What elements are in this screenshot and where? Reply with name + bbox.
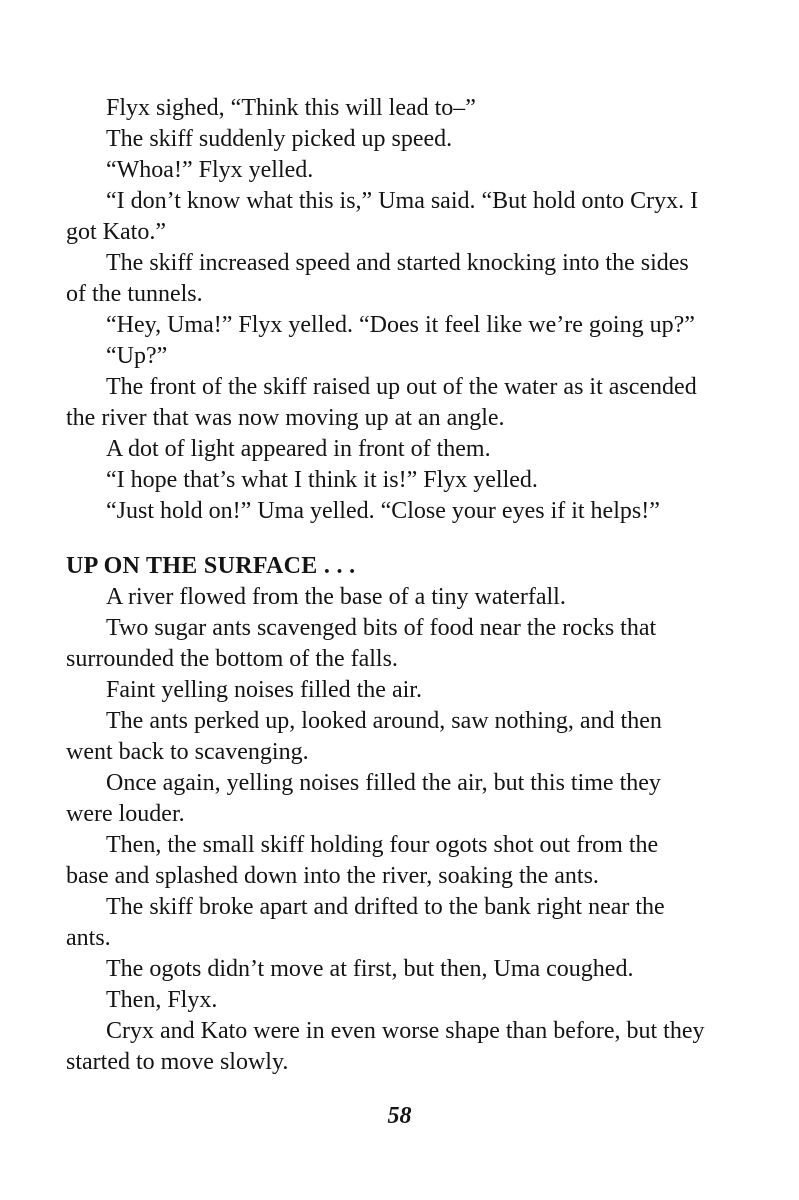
paragraph: The ants perked up, looked around, saw nothing, and then went back to scavenging. [66,708,662,765]
paragraph: The ogots didn’t move at first, but then, Uma coughed. [106,956,634,982]
paragraph: Once again, yelling noises filled the air, but this time they were louder. [66,770,661,827]
paragraph: “Just hold on!” Uma yelled. “Close your eyes if it helps!” [106,498,660,524]
paragraph: The skiff increased speed and started knocking into the sides of the tunnels. [66,250,689,307]
paragraph: The skiff suddenly picked up speed. [106,126,453,152]
paragraph: Faint yelling noises filled the air. [106,677,422,703]
page-number: 58 [387,1103,412,1129]
paragraph: “I hope that’s what I think it is!” Flyx yelled. [106,467,538,493]
paragraph: Then, Flyx. [106,987,218,1013]
paragraph: A dot of light appeared in front of them. [106,436,491,462]
paragraph: The skiff broke apart and drifted to the bank right near the ants. [66,894,665,951]
paragraph: Two sugar ants scavenged bits of food near the rocks that surrounded the bottom of the falls. [66,615,657,672]
paragraph: “I don’t know what this is,” Uma said. “But hold onto Cryx. I got Kato.” [66,188,699,245]
paragraph: “Hey, Uma!” Flyx yelled. “Does it feel like we’re going up?” [106,312,695,338]
body-text [66,93,706,1078]
section-heading: UP ON THE SURFACE . . . [66,553,356,579]
paragraph: A river flowed from the base of a tiny waterfall. [106,584,566,610]
paragraph: “Up?” [106,343,168,369]
paragraph: “Whoa!” Flyx yelled. [106,157,314,183]
paragraph: Flyx sighed, “Think this will lead to–” [106,95,476,121]
paragraph: Then, the small skiff holding four ogots shot out from the base and splashed down into the river, soaking the ants. [66,832,659,889]
paragraph: The front of the skiff raised up out of the water as it ascended the river that was now moving up at an angle. [66,374,697,431]
paragraph: Cryx and Kato were in even worse shape than before, but they started to move slowly. [66,1018,705,1075]
